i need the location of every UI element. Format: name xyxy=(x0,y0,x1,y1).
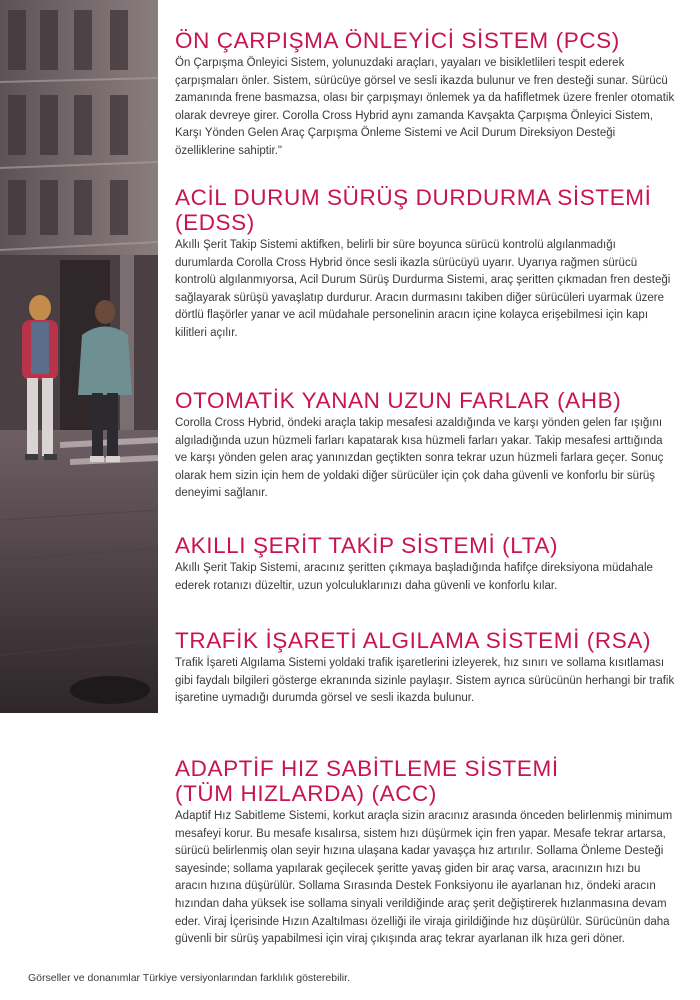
section-title: ADAPTİF HIZ SABİTLEME SİSTEMİ (TÜM HIZLARDA) (ACC) xyxy=(175,756,559,806)
section-body: Akıllı Şerit Takip Sistemi, aracınız şeritten çıkmaya başladığında hafifçe direksiyona müdahale ederek rotanızı düzeltir, uzun yolculuklarınızı daha güvenli ve konforlu kılar. xyxy=(175,562,653,592)
section-title: AKILLI ŞERİT TAKİP SİSTEMİ (LTA) xyxy=(175,533,559,558)
street-photo-icon xyxy=(0,0,158,713)
section-pcs xyxy=(175,28,675,170)
section-title: ÖN ÇARPIŞMA ÖNLEYİCİ SİSTEM (PCS) xyxy=(175,28,620,53)
section-body: Adaptif Hız Sabitleme Sistemi, korkut araçla sizin aracınız arasında önceden belirlenmiş minimum mesafeyi korur. Bu mesafe kısalırsa, sistem hızı düşürmek için fren yapar. Mesafe tekrar artarsa, sürücü belirlenmiş olan seyir hızına ulaşana kadar yavaşça hız artırılır. Sollama Önleme Desteği sayesinde; sollama yapılarak geçilecek şeritte yavaş giden bir araç varsa, aracınızın hızı bu aracın hızına düşürülür. Sollama Sırasında Destek Fonksiyonu ile ayarlanan hız, öndeki aracın hızından daha yüksek ise sollama sinyali verildiğinde araç şerit değiştirerek hızlanmasına devam eder. Viraj İçerisinde Hızın Azaltılması özelliği ile viraja girildiğinde hız düşürülür. Sürücünün daha güvenli bir sürüş yapabilmesi için viraj çıkışında araç tekrar ayarlanan ilk hıza geri döner. xyxy=(175,810,673,946)
section-title: ACİL DURUM SÜRÜŞ DURDURMA SİSTEMİ (EDSS) xyxy=(175,185,652,235)
section-body: Trafik İşareti Algılama Sistemi yoldaki trafik işaretlerini izleyerek, hız sınırı ve sollama kısıtlaması gibi faydalı bilgileri gösterge ekranında sizinle paylaşır. Sistem ayrıca sürücünün herhangi bir trafik işaretine uymadığı durumda görsel ve sesli ikazda bulunur. xyxy=(175,657,675,705)
street-photo xyxy=(0,0,158,713)
section-edss xyxy=(175,185,675,373)
section-body: Corolla Cross Hybrid, öndeki araçla takip mesafesi azaldığında ve karşı yönden gelen far ışığını algıladığında uzun hüzmeli farları kapatarak kısa hüzmeli farları yakar. Takip mesafesi arttığında ve karşı yönden gelen araç yanınızdan geçtikten sonra tekrar uzun hüzmeli farlara geçer. Sonuç olarak hem sizin için hem de yoldaki diğer sürücüler için çok daha güvenli ve konforlu bir sürüş deneyimi sağlanır. xyxy=(175,417,664,500)
section-ahb xyxy=(175,388,675,518)
section-title: TRAFİK İŞARETİ ALGILAMA SİSTEMİ (RSA) xyxy=(175,628,652,653)
section-rsa xyxy=(175,628,675,741)
section-acc xyxy=(175,756,675,949)
section-lta xyxy=(175,533,675,613)
section-body: Ön Çarpışma Önleyici Sistem, yolunuzdaki araçları, yayaları ve bisikletlileri tespit ederek çarpışmaları önler. Sistem, sürücüye görsel ve sesli ikazda bulunur ve fren desteği sunar. Sürücü zamanında frene basmazsa, olası bir çarpışmayı önlemek ya da hafifletmek üzere frenler otomatik olarak devreye girer. Corolla Cross Hybrid aynı zamanda Kavşakta Çarpışma Önleyici Sistem, Karşı Yönden Gelen Araç Çarpışma Önleme Sistemi ve Acil Durum Direksiyon Desteği özelliklerine sahiptir." xyxy=(175,57,675,157)
section-title: OTOMATİK YANAN UZUN FARLAR (AHB) xyxy=(175,388,622,413)
content-column xyxy=(175,28,675,964)
section-body: Akıllı Şerit Takip Sistemi aktifken, belirli bir süre boyunca sürücü kontrolü algılanmadığı durumlarda Corolla Cross Hybrid önce sesli ikazla sürücüyü uyarır. Uyarıya rağmen sürücü kontrolü algılanmıyorsa, Acil Durum Sürüş Durdurma Sistemi, araç şeritten çıkmadan fren desteği sağlayarak sürüşü yavaşlatıp durdurur. Aracın durmasını takiben diğer sürücüleri uyarmak üzere dörtlü flaşörler yanar ve acil müdahale personelinin aracın içine kolayca erişebilmesi için kapı kilitleri açılır. xyxy=(175,239,671,339)
footer-disclaimer: Görseller ve donanımlar Türkiye versiyonlarından farklılık gösterebilir. xyxy=(28,972,350,984)
